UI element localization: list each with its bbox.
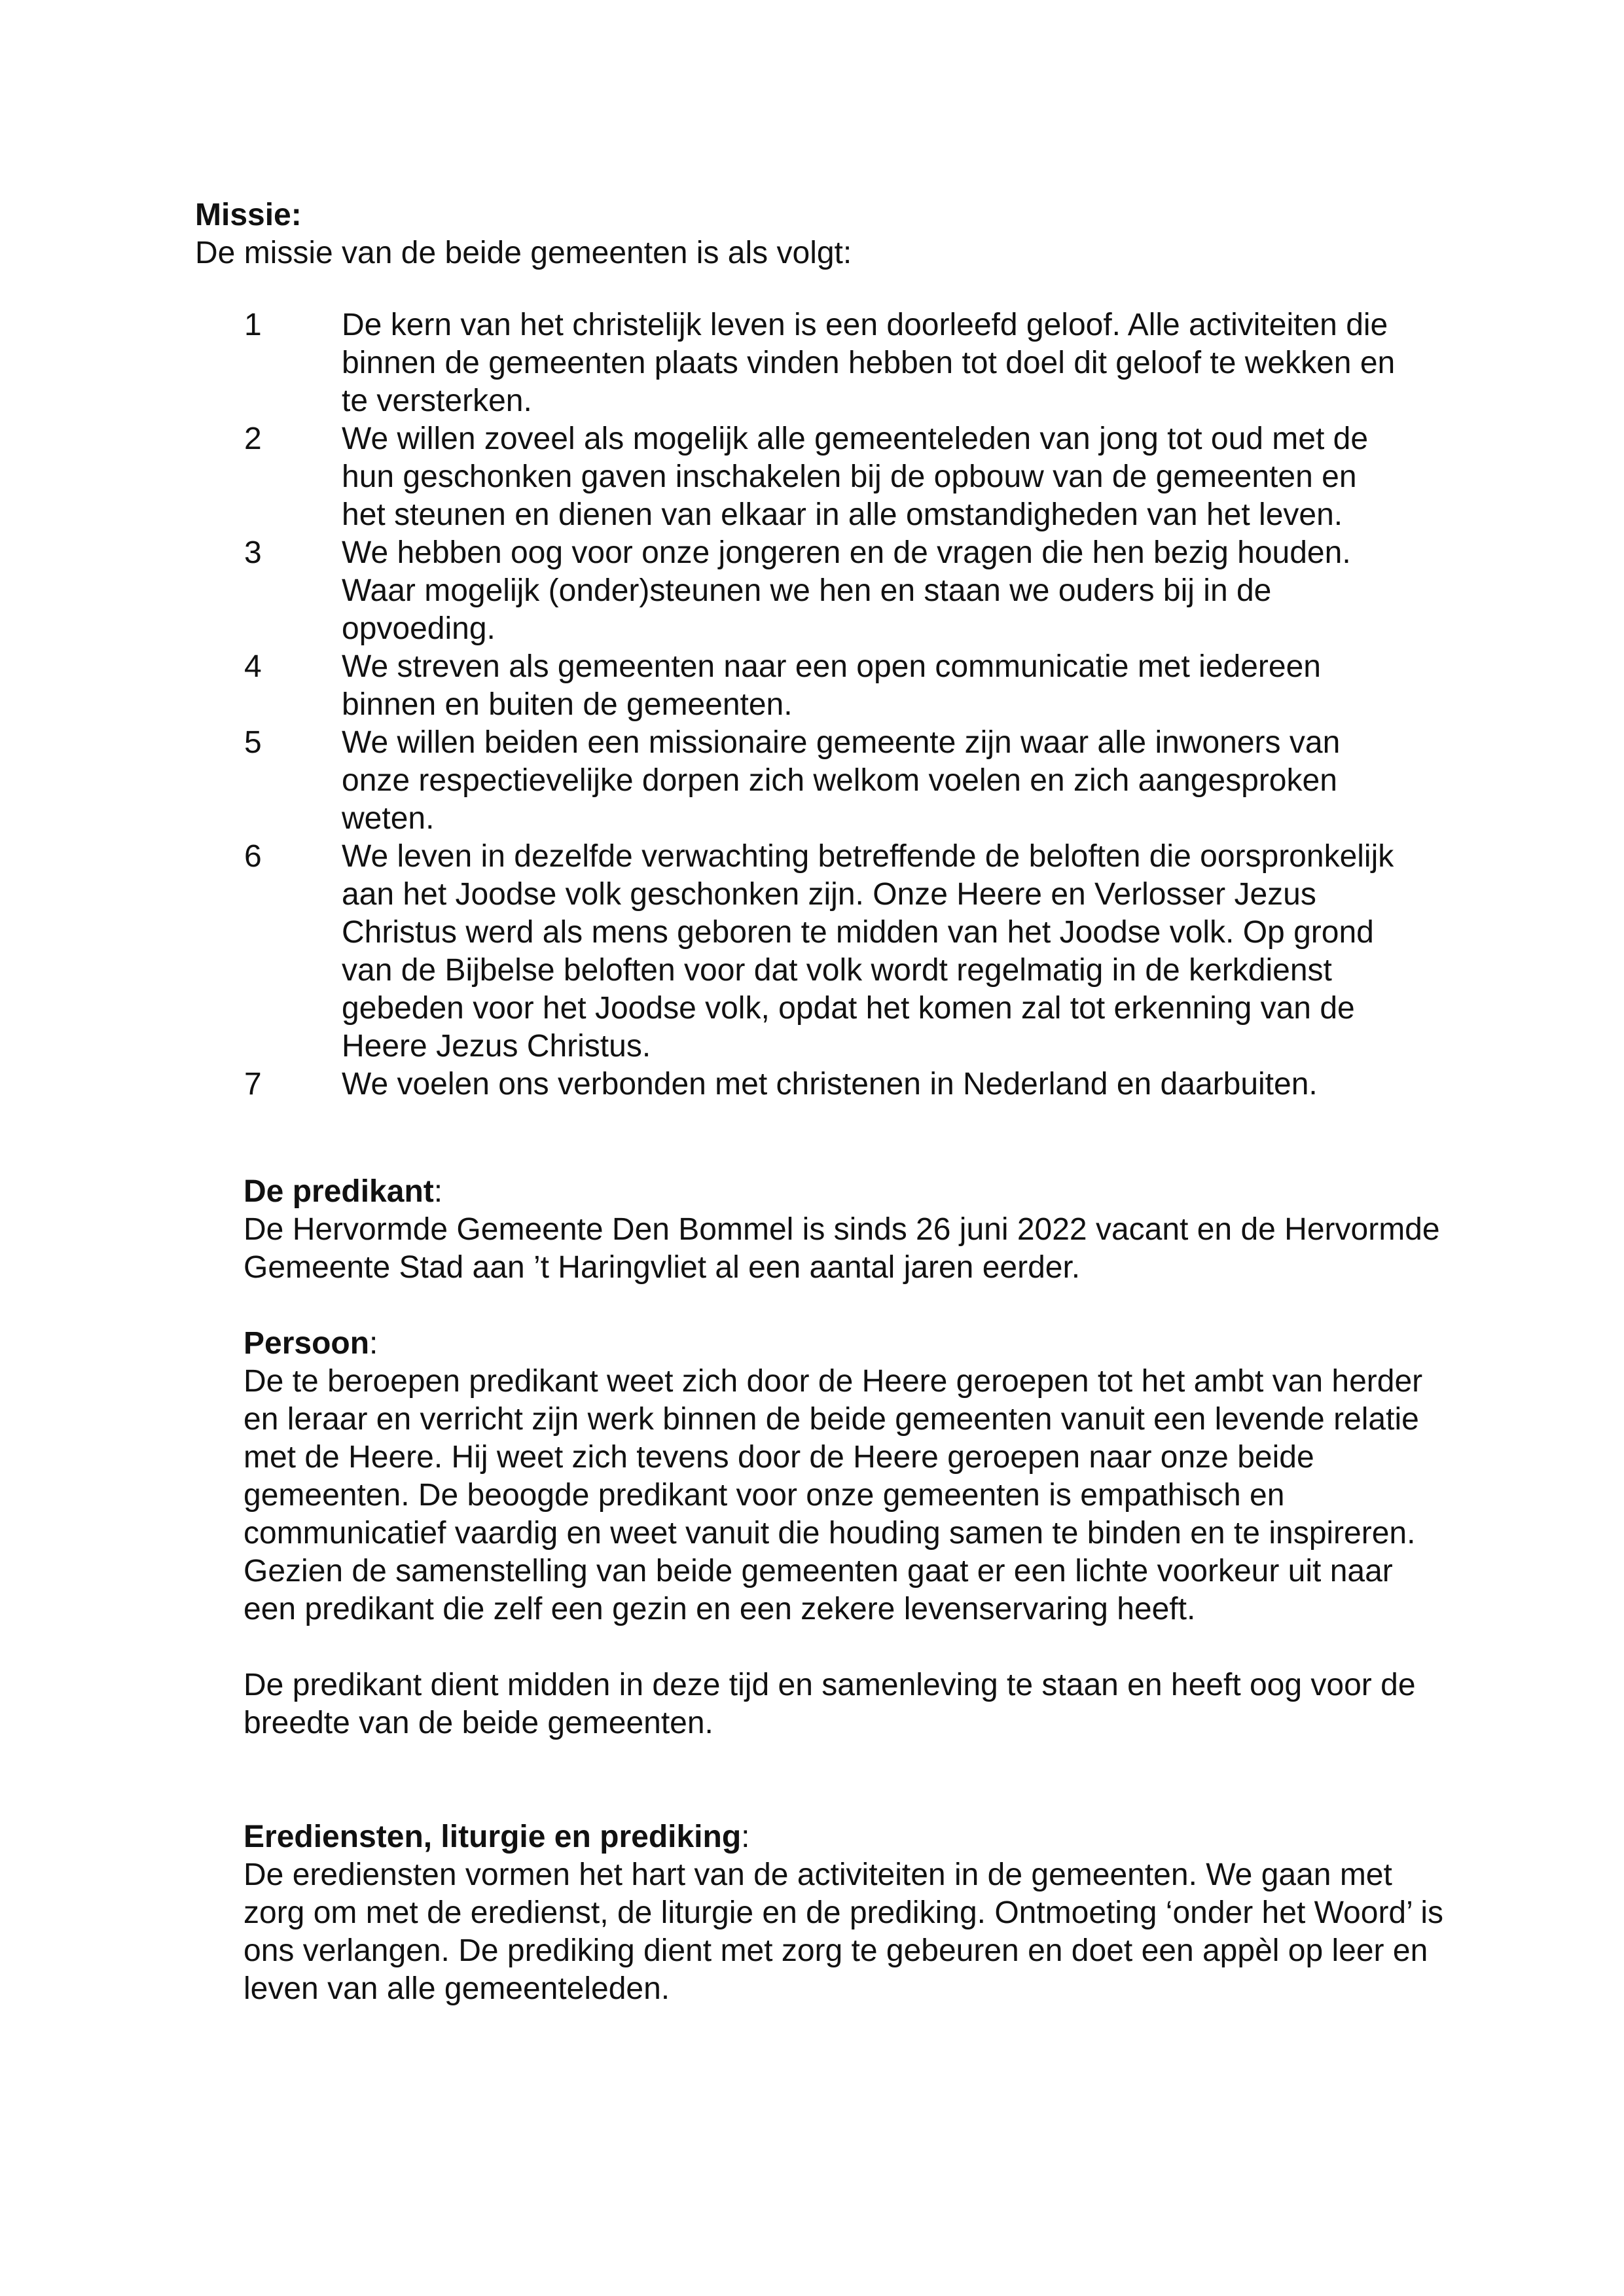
list-item <box>195 1066 1439 1103</box>
list-item <box>195 838 1439 1066</box>
list-item <box>195 306 1439 420</box>
persoon-heading-line <box>244 1325 1448 1363</box>
missie-section <box>195 196 1504 272</box>
item-number: 1 <box>244 308 262 342</box>
erediensten-heading-line <box>244 1818 1448 1856</box>
item-number: 3 <box>244 535 262 570</box>
item-text: We leven in dezelfde verwachting betreffende de beloften die oorspronkelijk aan het Joodse volk geschonken zijn. Onze Heere en Verlosser Jezus Christus werd als mens geboren te midden van het Joodse volk. Op grond van de Bijbelse beloften voor dat volk wordt regelmatig in de kerkdienst gebeden voor het Joodse volk, opdat het komen zal tot erkenning van de Heere Jezus Christus. <box>342 839 1394 1064</box>
missie-intro: De missie van de beide gemeenten is als volgt: <box>195 236 852 270</box>
persoon-paragraph-2: De predikant dient midden in deze tijd en samenleving te staan en heeft oog voor de breedte van de beide gemeenten. <box>244 1668 1416 1740</box>
item-number: 4 <box>244 649 262 684</box>
list-item <box>195 534 1439 648</box>
item-number: 2 <box>244 422 262 456</box>
item-number: 5 <box>244 725 262 760</box>
persoon-paragraph-1: De te beroepen predikant weet zich door de Heere geroepen tot het ambt van herder en leraar en verricht zijn werk binnen de beide gemeenten vanuit een levende relatie met de Heere. Hij weet zich tevens door de Heere geroepen naar onze beide gemeenten. De beoogde predikant voor onze gemeenten is empathisch en communicatief vaardig en weet vanuit die houding samen te binden en te inspireren. Gezien de samenstelling van beide gemeenten gaat er een lichte voorkeur uit naar een predikant die zelf een gezin en een zekere levenservaring heeft. <box>244 1364 1423 1626</box>
item-text: We willen beiden een missionaire gemeente zijn waar alle inwoners van onze respectievelijke dorpen zich welkom voelen en zich aangesproken weten. <box>342 725 1341 836</box>
item-number: 7 <box>244 1067 262 1102</box>
erediensten-section <box>244 1818 1448 2008</box>
item-number: 6 <box>244 839 262 874</box>
item-text: We streven als gemeenten naar een open communicatie met iedereen binnen en buiten de gemeenten. <box>342 649 1321 722</box>
heading-colon: : <box>369 1326 378 1361</box>
item-text: We voelen ons verbonden met christenen in Nederland en daarbuiten. <box>342 1067 1318 1102</box>
heading-colon: : <box>741 1820 750 1854</box>
list-item <box>195 724 1439 838</box>
persoon-heading: Persoon <box>244 1326 370 1361</box>
heading-colon: : <box>433 1174 443 1209</box>
item-text: We hebben oog voor onze jongeren en de vragen die hen bezig houden. Waar mogelijk (onder)steunen we hen en staan we ouders bij in de opvoeding. <box>342 535 1351 646</box>
item-text: We willen zoveel als mogelijk alle gemeenteleden van jong tot oud met de hun geschonken gaven inschakelen bij de opbouw van de gemeenten en het steunen en dienen van elkaar in alle omstandigheden van het leven. <box>342 422 1369 532</box>
erediensten-text: De erediensten vormen het hart van de activiteiten in de gemeenten. We gaan met zorg om met de eredienst, de liturgie en de prediking. Ontmoeting ‘onder het Woord’ is ons verlangen. De prediking dient met zorg te gebeuren en doet een appèl op leer en leven van alle gemeenteleden. <box>244 1857 1443 2006</box>
item-text: De kern van het christelijk leven is een doorleefd geloof. Alle activiteiten die binnen de gemeenten plaats vinden hebben tot doel dit geloof te wekken en te versterken. <box>342 308 1396 418</box>
predikant-section <box>244 1173 1448 1287</box>
predikant-text: De Hervormde Gemeente Den Bommel is sinds 26 juni 2022 vacant en de Hervormde Gemeente Stad aan ’t Haringvliet al een aantal jaren eerder. <box>244 1212 1440 1285</box>
list-item <box>195 420 1439 534</box>
list-item <box>195 648 1439 724</box>
predikant-heading-line <box>244 1173 1448 1211</box>
persoon-section <box>244 1325 1448 1742</box>
paragraph-gap <box>244 1628 1448 1666</box>
erediensten-heading: Erediensten, liturgie en prediking <box>244 1820 742 1854</box>
predikant-heading: De predikant <box>244 1174 434 1209</box>
missie-heading: Missie: <box>195 198 302 232</box>
missie-list <box>195 306 1439 1103</box>
